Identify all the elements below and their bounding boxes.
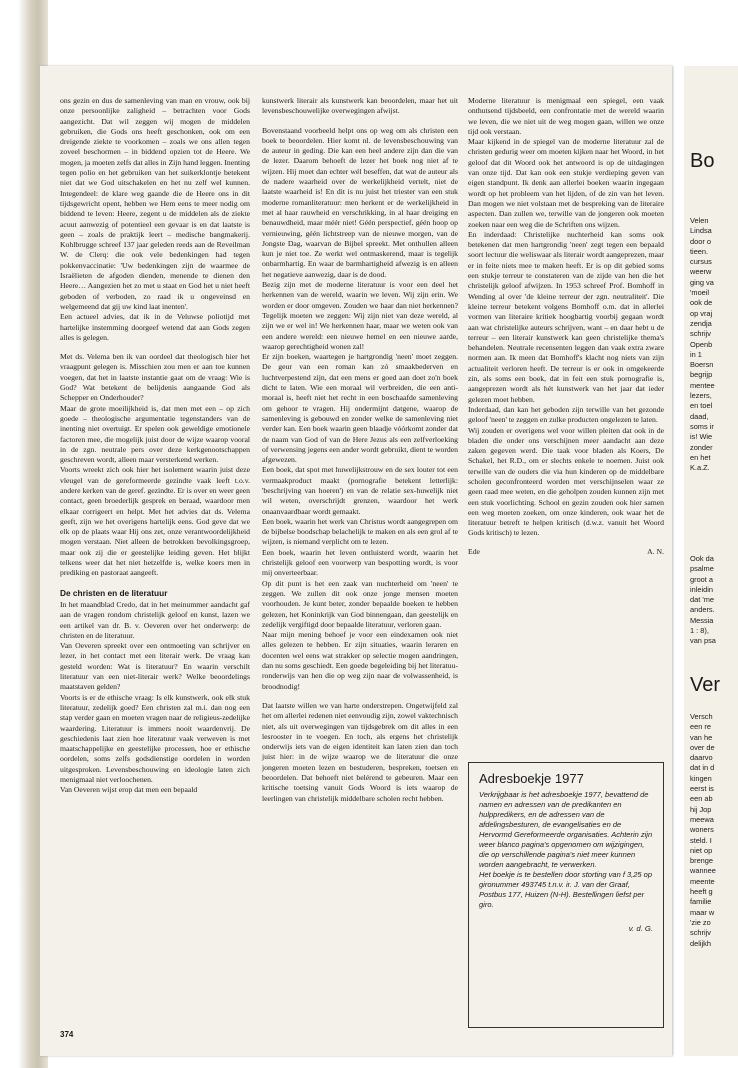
column-3 (468, 96, 664, 557)
right-page-line: meente (690, 876, 715, 886)
right-page-line: dat 'me (690, 595, 715, 605)
right-page-line: schrijv (690, 928, 711, 938)
right-page-heading-1: Bo (690, 150, 715, 172)
right-page-line: groot a (690, 574, 714, 584)
right-page-line: delijkh (690, 938, 711, 948)
signature-initials: A. N. (647, 546, 664, 556)
right-page-line: brenge (690, 856, 714, 866)
paragraph: kunstwerk literair als kunstwerk kan beoordelen, maar het uit levensbeschouwelijke overwegingen afwijst. (262, 96, 458, 116)
right-page-line: begrijp (690, 370, 713, 380)
right-page-line: Openb (690, 339, 713, 349)
right-page-edge (684, 66, 738, 1056)
right-page-line: Boersn (690, 360, 714, 370)
box-text: Het boekje is te bestellen door storting van f 3,25 op gironummer 493745 t.n.v. ir. J. van der Graaf, Postbus 177, Huizen (N-H). Bestellingen liefst per giro. (479, 870, 653, 909)
paragraph: ons gezin en dus de samenleving van man en vrouw, ook bij onze persoonlijke zaligheid – betrachten voor Gods aangezicht. Dat wil zeggen wij mogen de middelen gebruiken, die Gods ons heeft geschonken, ook om een dreigende ziekte te voorkomen – zoals we ons allen tegen zoveel beschormen – in biddend opzien tot de Heere. We mogen, ja moeten zelfs dat alles in Zijn hand leggen. Inenting tegen polio en het gebruiken van het suikerklontje betekent niet dat we God uitschakelen en het nu zelf wel kunnen. Integendeel: de klare weg gaande die de Heere ons in dit tijdsgewricht opent, hebben we Hem eens te meer nodig om biddend te leven: Heere, zegent u de middelen als de ziekte acuut aanwezig of potentieel een gevaar is en dat laatste is geen – zoals de praktijk leert – medische bangmakerij. Kohlbrugge schreef 137 jaar geleden reeds aan de Reveilman W. de Clerq: die ook vele bedenkingen had tegen pokkenvaccinatie: 'Uw bedenkingen zijn de waarmee de Israëlieten de afgoden dienden, menende te dienen den Heere… Aangezien het zo met u staat en God het u niet heeft geboden of verboden, zo raad ik u ongeveinsd en welgemeend dat gij uw kind laat inenten'. (60, 96, 250, 311)
page-number: 374 (60, 1030, 74, 1039)
column-1 (60, 96, 250, 796)
right-page-line: wannee (690, 866, 716, 876)
right-page-line: tieen. (690, 246, 709, 256)
right-page-line: niet op (690, 845, 713, 855)
paragraph: Met ds. Velema ben ik van oordeel dat theologisch hier het vraagpunt gelegen is. Misschien zou men er aan toe kunnen voegen, dat het in laatste instantie gaat om de vraag: Wie is God? Wat betekent de belijdenis aangaande God als Schepper en Onderhouder? (60, 352, 250, 403)
right-page-line: anders. (690, 605, 715, 615)
paragraph: Er zijn boeken, waartegen je hartgrondig 'neen' moet zeggen. De geur van een roman kan zó smaakbederven en luchtverpestend zijn, dat een mens er goed aan doet zo'n boek dicht te laten. Wie een moraal wil verbreiden, die een anti-moraal is, heeft niet het recht in een boschaafde samenleving om gehoor te vragen. Hij ondermijnt datgene, waarop de samenleving is gebouwd en zonder welke de samenleving niet verder kan. Een boek waarin geen blaadje vóórkomt zonder dat de naam van God of van de Here Jezus als een zelfverloeking of verwensing jegens een ander wordt gebruikt, dient te worden afgewezen. (262, 352, 458, 465)
box-signature: v. d. G. (628, 924, 653, 933)
right-page-line: en toel (690, 401, 713, 411)
right-page-line: daarvo (690, 753, 713, 763)
paragraph: Op dit punt is het een zaak van nuchterheid om 'neen' te zeggen. We zullen dit ook onze jonge mensen moeten voorhouden. Je kunt beter, zonder bepaalde boeken te hebben gelezen, het Koninkrijk van God binnengaan, dan geestelijk en zedelijk vergiftigd door bepaalde literatuur, verloren gaan. (262, 578, 458, 629)
right-page-line: van psa (690, 636, 716, 646)
paragraph: Van Oeveren spreekt over een ontmoeting van schrijver en lezer, in het contact met een literair werk. De vraag kan gesteld worden: Wat is literatuur? En waarin verschilt literatuur van een niet-literair werk? Welke beoordelings maatstaven gelden? (60, 641, 250, 692)
right-page-text-2 (690, 554, 716, 647)
paragraph: Voorts wreekt zich ook hier het isolement waarin juist deze vleugel van de gereformeerde gezindte vaak leeft t.o.v. andere kerken van de geref. gezindte. Er is over en weer geen contact, geen broederlijk gesprek en beraad, waardoor men elkaar corrigeert en helpt. Met het advies dat ds. Velema geeft, zijn we het overigens hartelijk eens. God geve dat we elk op de plaats waar Hij ons zet, onze verantwoordelijkheid mogen verstaan. Niet alleen de betrokken bevolkingsgroep, maar ook zij die er geestelijke leiding geven. Het blijkt telkens weer dat het niet hetzelfde is, welke koers men in prediking en pastoraat aangeeft. (60, 465, 250, 578)
right-page-line: K.a.Z. (690, 463, 710, 473)
paragraph: Van Oeveren wijst erop dat men een bepaald (60, 785, 198, 795)
right-page-line: steld. I (690, 835, 712, 845)
right-page-text-1 (690, 216, 715, 473)
right-page-line: Versch (690, 712, 713, 721)
paragraph: Dat laatste willen we van harte onderstrepen. Ongetwijfeld zal het om allerlei redenen niet eenvoudig zijn, zowel vaktechnisch niet, als uit overwegingen van tijdsgebrek om dit alles in een lesrooster in te voegen. En toch, als ergens het christelijk onderwijs iets van de eigen identiteit kan laten zien dan toch juist hier: in de wijze waarop we de literatuur die onze jongeren moeten lezen en bestuderen, bespreken, toetsen en beoordelen. Dat behoeft niet belérend te gebeuren. Maar een kritische toetsing vanuit Gods Woord is iets waarop de leerlingen van christelijk middelbare scholen recht hebben. (262, 700, 458, 803)
right-page-line: woners (690, 825, 714, 835)
paragraph: En inderdaad: Christelijke nuchterheid kan soms ook betekenen dat men hartgrondig 'neen' zegt tegen een bepaald soort lectuur die weliswaar als literair wordt aangeprezen, maar er in feite niets mee te maken heeft. Er is op dit gebied soms een stukje terreur te constateren van de zijde van hen die het christelijk geloof afwijzen. In 1953 schreef Prof. Bomhoff in Wending al over 'de kleine terreur der zgn. neutraliteit'. Die kleine terreur betekent volgens Bomhoff o.m. dat in allerlei vormen van literaire kritiek hoogbartig voorbij gegaan wordt aan wat christelijke auteurs schrijven, want – en daar hebt u de terreur – een literair kunstwerk kan geen christelijke thema's behandelen. Neutrale recensenten leggen dan vaak extra zware normen aan. Ik meen dat Bomhoff's klacht nog niets van zijn actualiteit verloren heeft. De terreur is er ook in omgekeerde zin, als soms een boek, dat in feit een stuk pornografie is, aangeprezen wordt als hét kunstwerk van het jaar dat ieder gelezen moet hebben. (468, 229, 664, 404)
paragraph: Maar de grote moeilijkheid is, dat men met een – op zich goede – theologische argumentatie tegenstanders van de inenting niet overtuigt. Er spelen ook geweldige emotionele factoren mee, die mogelijk juist door de wijze waarop vooral in de zgn. neutrale pers over deze kerkgenootschappen geschreven wordt, alleen maar versterkend werken. (60, 403, 250, 465)
right-page-line: weerw (690, 267, 712, 277)
right-page-line: Velen (690, 216, 709, 225)
right-page-line: een re (690, 722, 711, 732)
right-page-line: Ook da (690, 554, 714, 563)
paragraph: Wij zouden er overigens wel voor willen pleiten dat ook in de bladen die onder ons verschijnen meer aandacht aan deze zaken gegeven werd. Die taak voor bladen als Koers, De Schakel, het R.D., om er slechts enkele te noemen. Juist ook terwille van de ouders die via hun kinderen op de middelbare scholen geconfronteerd worden met verschijnselen waar ze geen raad mee weten, en die geholpen zouden kunnen zijn met een stuk voorlichting. School en gezin zouden ook hier samen een weg moeten zoeken, om onze kinderen, ook waar het de literatuur betreft te helpen kritisch (d.w.z. vanuit het Woord Gods kritisch) te lezen. (468, 425, 664, 538)
right-page-line: mentee (690, 380, 715, 390)
right-page-line: cursus (690, 257, 712, 267)
right-page-line: 1 : 8), (690, 626, 709, 636)
paragraph: Een boek, dat spot met huwelijkstrouw en de sex louter tot een vermaakproduct maakt (pornografie betekent letterlijk: 'beschrijving van hoeren') en van de relatie sex-huwelijk niet wil weten, overschrijdt grenzen, waardoor het werk onaanvaardbaar wordt gemaakt. (262, 465, 458, 516)
paragraph: Bezig zijn met de moderne literatuur is voor een deel het herkennen van de wereld, waarin we leven. Wij zijn erin. We worden er door omgeven. Zouden we haar dan niet herkennen? Tegelijk moeten we zeggen: Wij zijn niet van deze wereld, al zijn we er wel in! We herkennen haar, maar we weten ook van een andere wereld: een nieuwe hemel en een nieuwe aarde, waarop gerechtigheid wonen zal! (262, 280, 458, 351)
right-page-line: over de (690, 742, 715, 752)
paragraph: Maar kijkend in de spiegel van de moderne literatuur zal de christen gedurig weer om moeten kijken naar het Woord, in het geloof dat dit Woord ook het antwoord is op de uitdagingen van onze tijd. Dat kan ook een stukje verdieping geven van eigen standpunt. Ik denk aan allerlei boeken waarin ingegaan wordt op het probleem van het lijden, of de zin van het leven. Dan mogen we niet volstaan met de bespreking van de literaire aspecten. Dan zullen we, terwille van de jongeren ook moeten zoeken naar een weg die de Schriften ons wijzen. (468, 137, 664, 229)
box-text: Verkrijgbaar is het adresboekje 1977, bevattend de namen en adressen van de predikanten en hulppredikers, en de adressen van de afdelingsbesturen, de evangelisaties en de Hervormd Gereformeerde organisaties. Achterin zijn weer blanco pagina's opgenomen om wijzigingen, die op verschillende pagina's niet meer kunnen worden aangebracht, te verwerken. (479, 790, 653, 869)
paragraph: Voorts is er de ethische vraag: Is elk kunstwerk, ook elk stuk literatuur, zedelijk goed? Een christen zal m.i. dan nog een stap verder gaan en moeten vragen naar de religieus-zedelijke waardering. Literatuur is immers nooit waardenvrij. De geschiedenis laat zien hoe literatuur vaak verweven is met maatschappelijke en geestelijke processen, hoe er ethische oordelen, soms zelfs godsdienstige oordelen in worden uitgesproken. Levensbeschouwing en ideologie laten zich menigmaal niet verloochenen. (60, 692, 250, 784)
column-2 (262, 96, 458, 804)
right-page-line: 'moeil (690, 288, 710, 298)
right-page-line: op vraj (690, 308, 713, 318)
right-page-line: van he (690, 732, 713, 742)
right-page-line: en het (690, 452, 711, 462)
paragraph: Een actueel advies, dat ik in de Veluwse poliotijd met hartelijke instemming doorgeef wetend dat aan Gods zegen alles is gelegen. (60, 312, 250, 342)
right-page-line: heeft g (690, 887, 713, 897)
right-page-line: in 1 (690, 349, 702, 359)
right-page-line: schrijv (690, 329, 711, 339)
right-page-line: psalme (690, 564, 714, 574)
paragraph: In het maandblad Credo, dat in het meinummer aandacht gaf aan de vragen rondom christelijk geloof en kunst, lazen we een artikel van dr. B. v. Oeveren over het onderwerp: de christen en de literatuur. (60, 599, 250, 640)
right-page-line: familie (690, 897, 712, 907)
right-page-line: inleidin (690, 584, 714, 594)
signature-place: Ede (468, 546, 480, 556)
right-page-line: soms ir (690, 421, 714, 431)
right-page-line: door o (690, 236, 711, 246)
right-page-line: dat in d (690, 763, 715, 773)
paragraph: Een boek, waarin het werk van Christus wordt aangegrepen om de bijbelse boodschap belachelijk te maken en als een grol af te wijzen, is niemand verplicht om te lezen. (262, 516, 458, 547)
right-page-line: meewa (690, 814, 714, 824)
right-page-line: lezers, (690, 391, 712, 401)
right-page-line: daad, (690, 411, 709, 421)
right-page-line: kingen (690, 773, 712, 783)
right-page-line: maar w (690, 907, 715, 917)
right-page-line: Messia (690, 615, 714, 625)
paragraph: Bovenstaand voorbeeld helpt ons op weg om als christen een boek te beoordelen. Hier komt nl. de levensbeschouwing van de auteur in geding. Die kan een heel andere zijn dan die van de lezer. Daarom behoeft de lezer het boek nog niet af te wijzen. Hij moet dan echter wél beseffen, dat wat de auteur als de nadere waarheid over de werkelijkheid vertelt, niet de laatste waarheid is! En dit is nu juist het triester van een stuk moderne romanliteratuur: men herkent er de werkelijkheid in met al haar rauwheid en verschrikking, in al haar dreiging en benauwdheid, maar méér niet! Géén perspectief, géén hoop op vernieuwing, géén lichtstreep van de nieuwe morgen, van de Jongste Dag, waarvan de Bijbel spreekt. Met onthullen alleen kun je niet toe. Ze werkt wel ontmaskerend, maar is tegelijk onbarmhartig. En waar de barmhartigheid afwezig is en alleen het negatieve aanwezig, daar is de dood. (262, 125, 458, 279)
box-title: Adresboekje 1977 (479, 771, 584, 786)
right-page-heading-2: Ver (690, 674, 721, 696)
right-page-line: zonder (690, 442, 713, 452)
right-page-line: hij Jop (690, 804, 712, 814)
right-page-text-3 (690, 712, 716, 949)
right-page-line: zendja (690, 318, 712, 328)
section-heading: De christen en de literatuur (60, 587, 168, 598)
right-page-line: eerst is (690, 784, 714, 794)
paragraph: Naar mijn mening behoef je voor een eindexamen ook niet alles gelezen te hebben. Er zijn situaties, waarin leraren en docenten wel eens wat strakker op selectie mogen aandringen, dan nu soms geschiedt. Een goede begeleiding bij het literatuuronderwijs van hen die op weg zijn naar de volwassenheid, is broodnodig! (262, 630, 458, 691)
adresboekje-box (468, 762, 664, 1028)
right-page-line: Lindsa (690, 226, 712, 236)
right-page-line: ook de (690, 298, 713, 308)
right-page-line: een ab (690, 794, 713, 804)
right-page-line: ging va (690, 277, 714, 287)
right-page-line: is! Wie (690, 432, 713, 442)
paragraph: Inderdaad, dan kan het geboden zijn terwille van het gezonde geloof 'neen' te zeggen en zulke producten ongelezen te laten. (468, 404, 664, 425)
paragraph: Een boek, waarin het leven ontluisterd wordt, waarin het christelijk geloof een voorwerp van bespotting wordt, is voor mij onverteerbaar. (262, 547, 458, 578)
paragraph: Moderne literatuur is menigmaal een spiegel, een vaak onthutsend tijdsbeeld, een confrontatie met de wereld waarin we leven, die we niet uit de weg mogen gaan, willen we onze tijd ook verstaan. (468, 96, 664, 136)
right-page-line: 'zie zo (690, 917, 711, 927)
article-signature (468, 547, 664, 557)
